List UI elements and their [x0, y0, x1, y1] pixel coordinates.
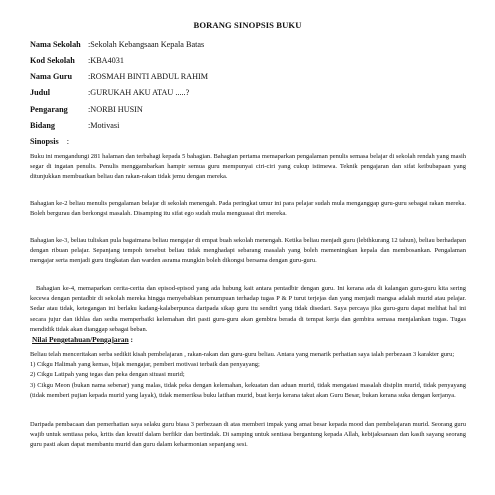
paragraph-text: Daripada pembacaan dan pemerhatian saya selaku guru biasa 3 perbezaan di atas memberi impak yang amat besar kepada mood dan pembelajaran murid. Seorang guru wajib untuk sentiasa peka, kritis dan kreatif dalam berfikir dan bertindak. Di samping untuk sentiasa bergantung kepada Allah, kebijaksanaan dan kasih sayang seorang guru pasti akan dapat membantu murid dan guru dalam keharmonian sepanjang sesi.: [30, 421, 466, 449]
paragraph-text: Bahagian ke-2 beliau menulis pengalaman belajar di sekolah menengah. Pada peringkat umur ini para pelajar sudah mula menganggap guru-guru sebagai rakan mereka. Boleh bergurau dan berkongsi masalah. Disamping itu sifat ego sudah mula menguasai diri mereka.: [30, 200, 466, 218]
field-nama-guru: [30, 72, 208, 81]
field-value: GURUKAH AKU ATAU .....?: [90, 88, 190, 97]
field-label: Nama Sekolah: [30, 40, 81, 49]
synopsis-paragraph-3: [30, 236, 466, 267]
field-label: Pengarang: [30, 105, 68, 114]
field-value: KBA4031: [90, 56, 124, 65]
list-item: 3) Cikgu Meon (bukan nama sebenar) yang malas, tidak peka dengan kelemahan, kekuatan dan aduan murid, tidak mengatasi masalah disiplin murid, tidak penyayang (tidak memberi pujian kepada murid yang layak), tidak memeriksa buku latihan murid, buat kerja kerana takut akan Guru Besar, bukan kerana suka dengan kerjanya.: [30, 381, 466, 399]
nilai-intro: Beliau telah menceritakan serba sedikit kisah pembelajaran , rakan-rakan dan guru-guru beliau. Antara yang menarik perhatian saya ialah perbezaan 3 karakter guru;: [30, 351, 455, 358]
paragraph-text: Bahagian ke-4, memaparkan cerita-cerita dan episod-episod yang ada hubung kait antara pentadbir dengan guru. Ini kerana ada di kalangan guru-guru kita sering kecewa dengan pentadbir di sekolah mereka hingga menyebabkan penumpuan terhadap tugas P & P turut terjejas dan yang menjadi mangsa adalah murid atau pelajar. Sedar atau tidak, ketegangan ini berlaku kadang-kalaberpunca daripada sikap guru itu sendiri yang tidak disedari. Saya percaya jika guru-guru dapat melihat hal ini secara jujur dan ikhlas dan sedia memperbaiki kelemahan diri pasti guru-guru akan gembira berada di tempat kerja dan gembira semasa menjalankan tugas. Tugas mendidik tidak akan dianggap sebagai beban.: [30, 285, 466, 333]
paragraph-text: Buku ini mengandungi 281 halaman dan terbahagi kepada 5 bahagian. Bahagian pertama memaparkan pengalaman penulis semasa belajar di sekolah rendah yang masih segar di ingatan penulis. Penulis menggambarkan hampir semua guru mempunyai ciri-ciri yang cukup istimewa. Teknik pengajaran dan sifat keibubapaan yang ditunjukkan membuatkan beliau dan rakan-rakan tidak jemu dengan mereka.: [30, 153, 466, 181]
field-separator: :: [88, 105, 91, 114]
field-value: NORBI HUSIN: [90, 105, 143, 114]
sinopsis-label: [30, 137, 69, 146]
list-item: 2) Cikgu Latipah yang tegas dan peka dengan situasi murid;: [30, 371, 185, 379]
field-value: ROSMAH BINTI ABDUL RAHIM: [90, 72, 209, 81]
nilai-section: [30, 350, 466, 401]
field-label: Judul: [30, 88, 51, 97]
synopsis-paragraph-2: [30, 199, 466, 219]
nilai-heading: [32, 335, 133, 344]
field-separator: :: [88, 72, 91, 81]
field-nama-sekolah: [30, 40, 204, 49]
document-title: BORANG SINOPSIS BUKU: [193, 20, 302, 30]
field-separator: :: [88, 88, 91, 97]
field-label: Nama Guru: [30, 72, 73, 81]
nilai-heading-text: Nilai Pengetahuan/Pengajaran: [32, 335, 129, 344]
field-separator: :: [88, 56, 91, 65]
field-bidang: [30, 121, 119, 130]
sinopsis-colon: :: [66, 137, 69, 146]
field-label: Kod Sekolah: [30, 56, 75, 65]
field-label: Bidang: [30, 121, 56, 130]
nilai-closing-paragraph: [30, 420, 466, 451]
sinopsis-label-text: Sinopsis: [30, 137, 59, 146]
field-kod-sekolah: [30, 56, 124, 65]
paragraph-text: Bahagian ke-3, beliau tuliskan pula bagaimana beliau mengajar di empat buah sekolah menengah. Ketika beliau menjadi guru (lebihkurang 12 tahun), beliau berhadapan dengan ribuan pelajar. Sepanjang tempoh tersebut beliau tidak menghadapi sebarang masalah yang boleh memeningkan kepala dan membosankan. Pengalaman mengajar serta menjadi guru tingkatan dan warden asrama mungkin boleh dikongsi bersama dengan guru-guru.: [30, 237, 466, 265]
field-value: Sekolah Kebangsaan Kepala Batas: [90, 40, 205, 49]
list-item: 1) Cikgu Halimah yang kemas, bijak mengajar, pemberi motivasi terbaik dan penyayang;: [30, 361, 260, 369]
nilai-heading-colon: :: [128, 335, 134, 344]
synopsis-paragraph-4: [30, 284, 466, 335]
synopsis-paragraph-1: [30, 152, 466, 183]
field-separator: :: [88, 40, 91, 49]
field-judul: [30, 88, 189, 97]
field-value: Motivasi: [90, 121, 120, 130]
field-pengarang: [30, 105, 143, 114]
field-separator: :: [88, 121, 91, 130]
